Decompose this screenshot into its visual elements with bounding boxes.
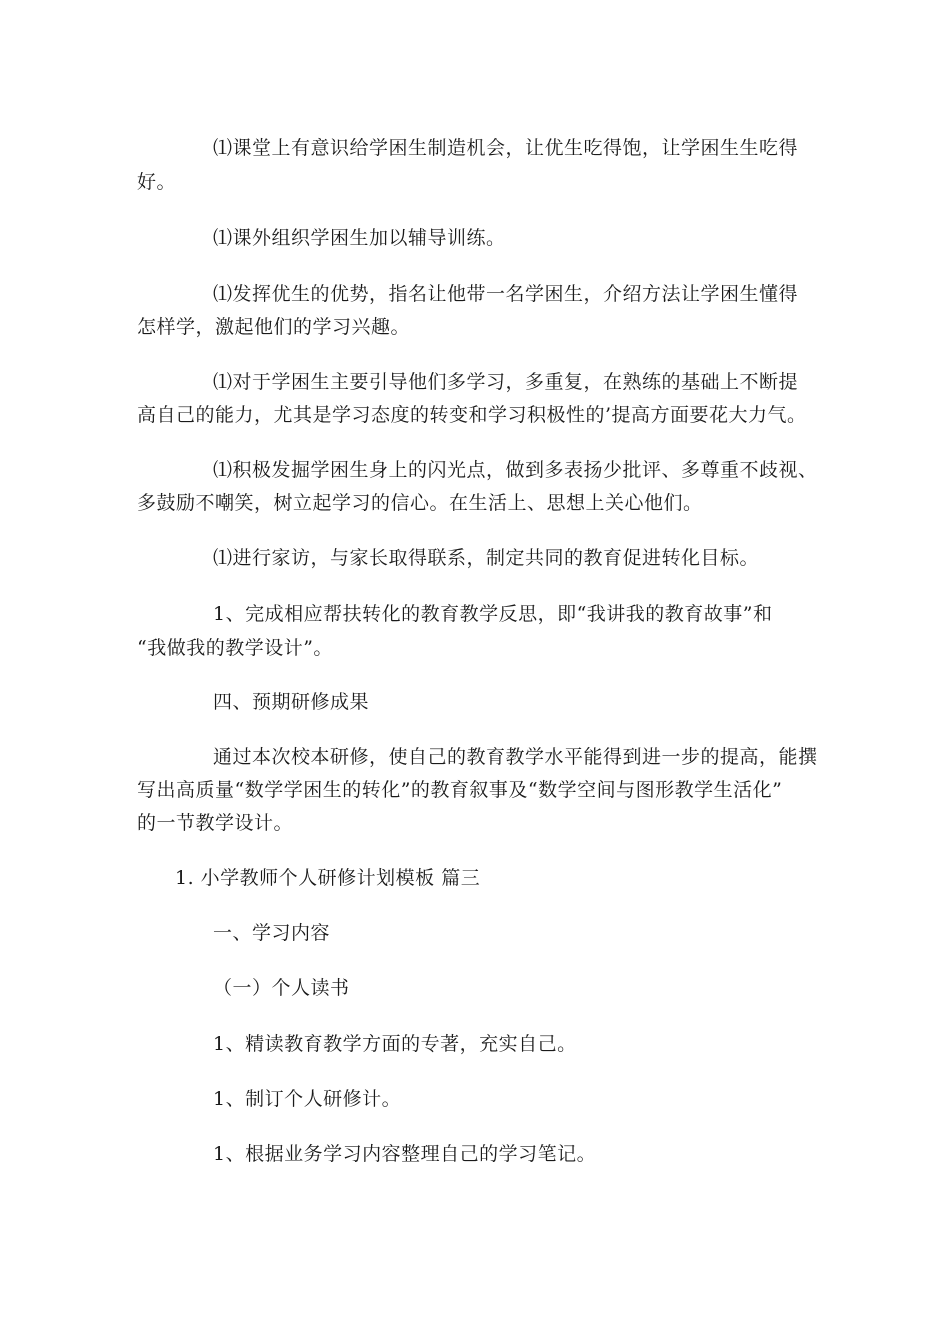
paragraph-line: ⑴发挥优生的优势，指名让他带一名学困生，介绍方法让学困生懂得 [213,283,799,305]
paragraph-line: 高自己的能力，尤其是学习态度的转变和学习积极性的’提高方面要花大力气。 [137,404,807,426]
paragraph-line: “我做我的教学设计”。 [137,637,333,659]
paragraph-line: ⑴进行家访，与家长取得联系，制定共同的教育促进转化目标。 [213,547,760,569]
paragraph-line: ⑴课堂上有意识给学困生制造机会，让优生吃得饱，让学困生生吃得 [213,137,799,159]
article-title: 1. 小学教师个人研修计划模板 篇三 [175,867,481,889]
subsection-heading: （一）个人读书 [213,977,350,999]
paragraph-line: 1、完成相应帮扶转化的教育教学反思，即“我讲我的教育故事”和 [213,603,773,625]
paragraph-line: 好。 [137,171,177,193]
paragraph-line: 多鼓励不嘲笑，树立起学习的信心。在生活上、思想上关心他们。 [137,492,703,514]
section-heading: 一、学习内容 [213,922,331,944]
list-item: 1、制订个人研修计。 [213,1088,402,1110]
list-item: 1、精读教育教学方面的专著，充实自己。 [213,1033,577,1055]
paragraph-line: ⑴积极发掘学困生身上的闪光点，做到多表扬少批评、多尊重不歧视、 [213,459,818,481]
section-heading: 四、预期研修成果 [213,691,370,713]
paragraph-line: 怎样学，激起他们的学习兴趣。 [137,316,411,338]
paragraph-line: ⑴对于学困生主要引导他们多学习，多重复，在熟练的基础上不断提 [213,371,799,393]
paragraph-line: ⑴课外组织学困生加以辅导训练。 [213,227,506,249]
paragraph-line: 的一节教学设计。 [137,812,294,834]
paragraph-line: 通过本次校本研修，使自己的教育教学水平能得到进一步的提高，能撰 [213,746,818,768]
paragraph-line: 写出高质量“数学学困生的转化”的教育叙事及“数学空间与图形教学生活化” [137,779,783,801]
list-item: 1、根据业务学习内容整理自己的学习笔记。 [213,1143,597,1165]
